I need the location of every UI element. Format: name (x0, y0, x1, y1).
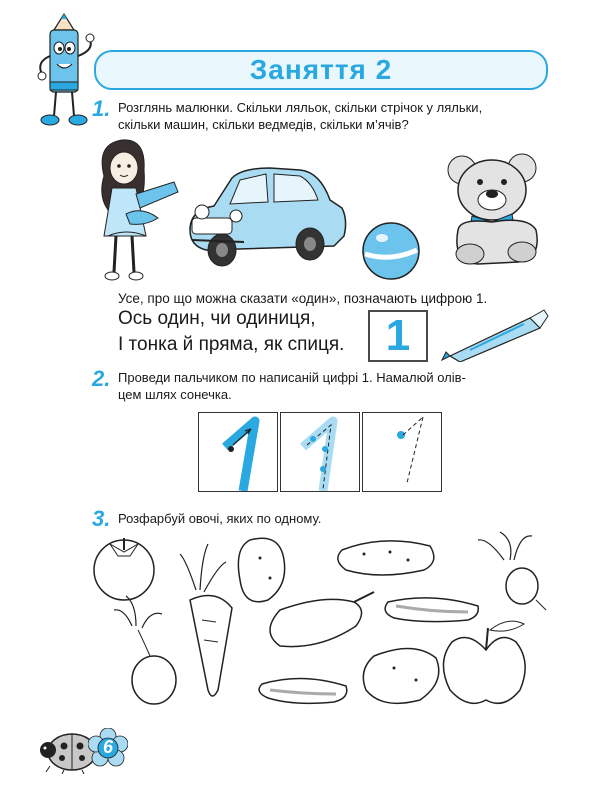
carrot-icon (180, 544, 232, 696)
task2-number: 2. (92, 366, 111, 391)
pen-icon (440, 306, 550, 362)
teddy-bear-icon (438, 150, 550, 268)
eggplant-icon (270, 592, 374, 647)
digit-one: 1 (385, 311, 411, 360)
page-number: 6 (103, 737, 114, 757)
task3-text: Розфарбуй овочі, яких по одному. (118, 511, 322, 526)
pencil-mascot-icon (28, 12, 98, 130)
apple-icon (443, 621, 525, 703)
task2-text-line2: цем шлях сонечка. (118, 387, 232, 402)
task2-text-line1: Проведи пальчиком по написаній цифрі 1. Намалюй олів- (118, 370, 466, 385)
trace-box-2 (280, 412, 360, 492)
digit-one-box (368, 310, 428, 362)
potato-2-icon (363, 648, 438, 703)
trace-box-3 (362, 412, 442, 492)
cucumber-3-icon (259, 678, 347, 703)
potato-icon (238, 538, 284, 602)
onion-icon (114, 596, 176, 704)
beet-icon (478, 532, 546, 610)
cucumber-2-icon (385, 598, 478, 622)
ball-icon (360, 220, 422, 282)
lesson-title-box (94, 50, 548, 90)
task1-poem (118, 306, 368, 358)
cucumber-icon (338, 541, 434, 575)
task1-text (118, 99, 558, 133)
trace-box-1 (198, 412, 278, 492)
lesson-title: Заняття 2 (249, 54, 393, 85)
poem-line1: Ось один, чи одиниця, (118, 308, 316, 329)
task1-number: 1. (92, 96, 111, 121)
car-icon (184, 160, 352, 272)
poem-line2: І тонка й пряма, як спиця. (118, 334, 345, 355)
tomato-icon (94, 538, 154, 600)
task1-text-line2: скільки машин, скільки ведмедів, скільки м’ячів? (118, 117, 409, 132)
doll-icon (86, 136, 182, 284)
task1-text-line1: Розглянь малюнки. Скільки ляльок, скільки стрічок у ляльки, (118, 100, 483, 115)
task2-text (118, 369, 558, 403)
task1-caption: Усе, про що можна сказати «один», позначають цифрою 1. (118, 291, 488, 306)
task3-number: 3. (92, 506, 111, 531)
vegetables-illustration (84, 530, 554, 730)
